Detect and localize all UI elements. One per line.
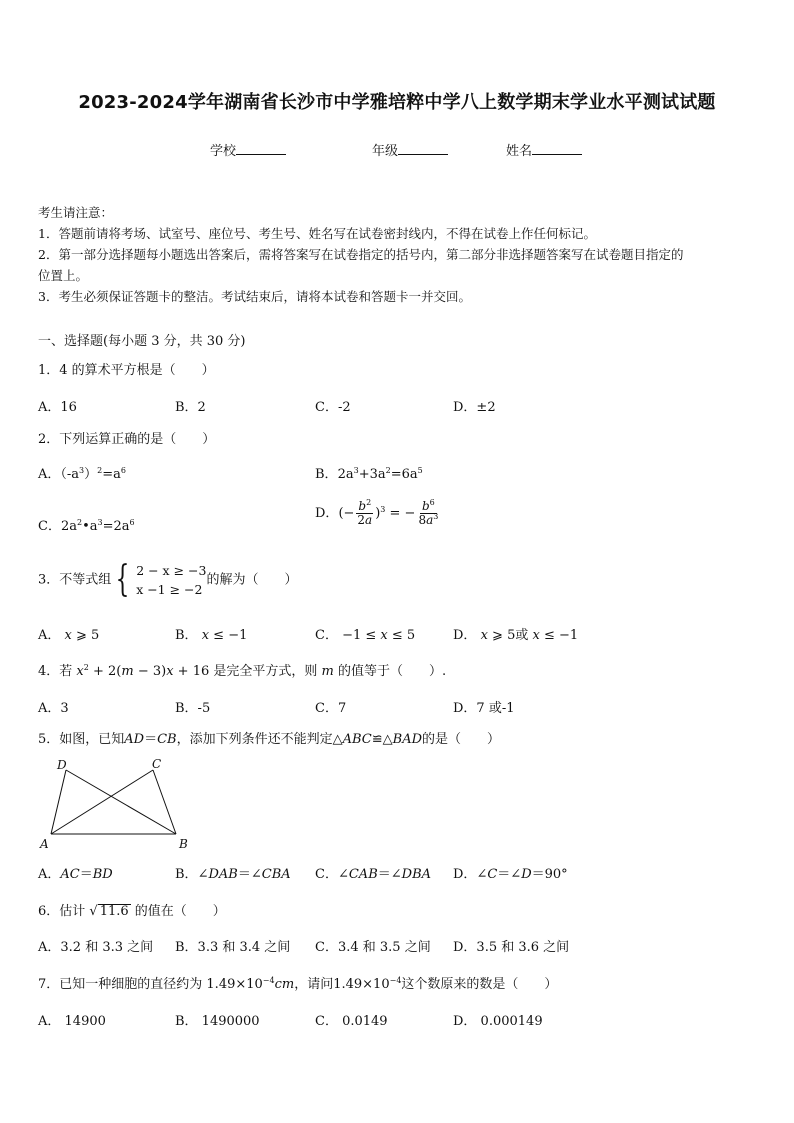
q7-option-a: A． 14900 — [38, 1014, 106, 1029]
quadrilateral-figure — [36, 752, 196, 852]
q4-option-d: D．7 或-1 — [453, 701, 515, 716]
section-heading: 一、选择题(每小题 3 分，共 30 分) — [38, 334, 246, 349]
inequality-system: { 2 − x ≥ −3 x −1 ≥ −2 — [115, 559, 207, 600]
q4-option-b: B．-5 — [175, 701, 211, 716]
q5-option-b: B．∠DAB＝∠CBA — [175, 867, 291, 882]
note-item: 3．考生必须保证答题卡的整洁。考试结束后，请将本试卷和答题卡一并交回。 — [38, 289, 471, 304]
q2-option-a: A．$(-a^3)^2=a^6$ — [38, 466, 126, 482]
note-item: 位置上。 — [38, 268, 89, 283]
q6-stem: 6．估计 √ 11.6 的值在（ ） — [38, 904, 226, 919]
q1-option-d: D．±2 — [453, 400, 496, 415]
q2-option-c: C．$2a^2•a^3=2a^6$ — [38, 518, 135, 534]
q5-stem: 5．如图，已知AD＝CB，添加下列条件还不能判定△ABC≌△BAD的是（ ） — [38, 732, 501, 747]
q5-option-d: D．∠C＝∠D＝90° — [453, 867, 568, 882]
point-label-c: C — [152, 757, 162, 771]
segment-bc — [153, 770, 176, 834]
q3-option-d: D． x ⩾ 5或 x ≤ −1 — [453, 628, 579, 643]
q3-stem: 3．不等式组 { 2 − x ≥ −3 x −1 ≥ −2 的解为（ ） — [38, 559, 298, 600]
segment-bd — [66, 770, 176, 834]
q2-option-b: B．$2a^3+3a^2=6a^5$ — [315, 466, 423, 482]
q7-option-b: B． 1490000 — [175, 1014, 260, 1029]
q4-option-a: A．3 — [38, 701, 69, 716]
q1-option-c: C．-2 — [315, 400, 351, 415]
q2-option-d: D．(− $\frac{b^2}{2a}$ )$^3$ = − $\frac{b^6}{8a^3}$ — [315, 498, 439, 527]
name-field: 姓名 — [506, 140, 582, 159]
q4-option-c: C．7 — [315, 701, 347, 716]
q5-option-a: A．AC＝BD — [38, 867, 113, 882]
segment-ac — [51, 770, 153, 834]
q1-option-a: A．16 — [38, 400, 77, 415]
q7-option-d: D． 0.000149 — [453, 1014, 543, 1029]
point-label-a: A — [40, 837, 49, 851]
q3-option-c: C． −1 ≤ x ≤ 5 — [315, 628, 416, 643]
note-item: 1．答题前请将考场、试室号、座位号、考生号、姓名写在试卷密封线内，不得在试卷上作任何标记。 — [38, 226, 596, 241]
q5-option-c: C．∠CAB＝∠DBA — [315, 867, 432, 882]
q4-stem: 4．若 $x^2 + 2(m - 3)x + 16$ 是完全平方式，则 m 的值等于（ ）. — [38, 663, 447, 679]
point-label-b: B — [179, 837, 188, 851]
point-label-d: D — [57, 758, 67, 772]
q6-option-c: C．3.4 和 3.5 之间 — [315, 940, 431, 955]
q6-option-a: A．3.2 和 3.3 之间 — [38, 940, 154, 955]
paper-title: 2023-2024学年湖南省长沙市中学雅培粹中学八上数学期末学业水平测试试题 — [78, 92, 716, 113]
q3-option-a: A． x ⩾ 5 — [38, 628, 100, 643]
note-item: 2．第一部分选择题每小题选出答案后，需将答案写在试卷指定的括号内，第二部分非选择题答案写在试卷题目指定的 — [38, 247, 684, 262]
notes-heading: 考生请注意： — [38, 205, 114, 220]
segment-ad — [51, 770, 66, 834]
q1-stem: 1．4 的算术平方根是（ ） — [38, 363, 215, 378]
q6-option-d: D．3.5 和 3.6 之间 — [453, 940, 570, 955]
q1-option-b: B．2 — [175, 400, 206, 415]
q6-option-b: B．3.3 和 3.4 之间 — [175, 940, 291, 955]
school-field: 学校 — [210, 140, 286, 159]
q3-option-b: B． x ≤ −1 — [175, 628, 248, 643]
q7-stem: 7．已知一种细胞的直径约为 $1.49\times 10^{-4}cm$，请问$1.49\times 10^{-4}$这个数原来的数是（ ） — [38, 976, 558, 992]
grade-field: 年级 — [372, 140, 448, 159]
q7-option-c: C． 0.0149 — [315, 1014, 388, 1029]
q2-stem: 2．下列运算正确的是（ ） — [38, 432, 216, 447]
